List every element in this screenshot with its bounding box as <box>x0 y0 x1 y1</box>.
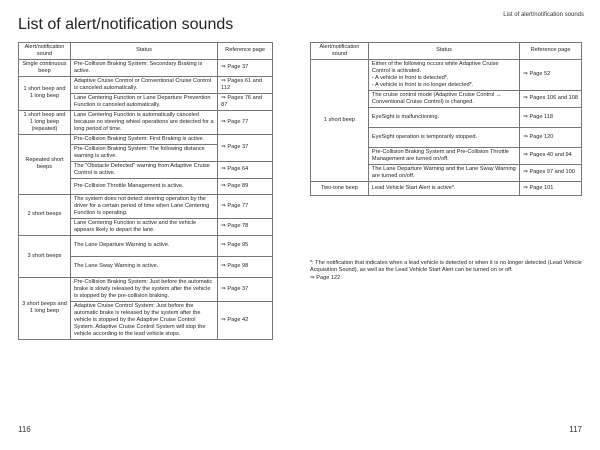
sound-cell: 3 short beeps and 1 long beep <box>19 277 71 339</box>
page-title: List of alert/notification sounds <box>18 16 234 33</box>
status-cell: Pre-Collision Braking System: Just before the automatic brake is slowly released by the system after the vehicle is stopped by the pre-collision braking. <box>70 277 217 301</box>
footnote-text: *: The notification that indicates when a lead vehicle is detected or when it is no longer detected (Lead Vehicle Acquisition Sound), as well as the Lead Vehicle Start Alert can be turned on or off. <box>310 260 582 274</box>
sound-cell: 1 short beep and 1 long beep (repeated) <box>19 110 71 134</box>
table-row <box>19 235 273 256</box>
status-cell: Pre-Collision Braking System: First Braking is active. <box>70 134 217 144</box>
table-header-row <box>311 43 582 60</box>
table-row <box>311 59 582 90</box>
ref-cell: ⇒ Page 101 <box>520 181 582 195</box>
table-row <box>19 110 273 134</box>
col-sound-header: Alert/notification sound <box>311 43 369 60</box>
table-row <box>19 76 273 93</box>
status-cell: EyeSight operation is temporarily stopped. <box>368 127 519 147</box>
table-row <box>19 134 273 144</box>
status-cell: EyeSight is malfunctioning. <box>368 107 519 127</box>
left-sounds-table <box>18 42 273 340</box>
table-header-row <box>19 43 273 60</box>
status-cell: Lane Centering Function or Lane Departure Prevention Function is canceled automatically. <box>70 93 217 110</box>
ref-cell: ⇒ Page 95 <box>218 235 273 256</box>
table-row <box>19 59 273 76</box>
ref-cell: ⇒ Page 77 <box>218 110 273 134</box>
ref-cell: ⇒ Page 42 <box>218 301 273 339</box>
status-item: - A vehicle in front is no longer detected*. <box>371 81 474 88</box>
status-cell <box>368 59 519 90</box>
ref-cell: ⇒ Page 118 <box>520 107 582 127</box>
status-cell: The cruise control mode (Adaptive Cruise Control ↔ Conventional Cruise Control) is changed. <box>368 90 519 107</box>
ref-cell: ⇒ Page 64 <box>218 161 273 178</box>
sound-cell: Two-tone beep <box>311 181 369 195</box>
table-row <box>311 181 582 195</box>
ref-cell: ⇒ Page 37 <box>218 277 273 301</box>
status-cell: Pre-Collision Braking System: Secondary Braking is active. <box>70 59 217 76</box>
table-row <box>19 277 273 301</box>
ref-cell: ⇒ Pages 61 and 112 <box>218 76 273 93</box>
col-ref-header: Reference page <box>218 43 273 60</box>
status-cell: Pre-Collision Braking System and Pre-Collision Throttle Management are turned on/off. <box>368 147 519 164</box>
status-cell: Lead Vehicle Start Alert is active*. <box>368 181 519 195</box>
ref-cell: ⇒ Pages 97 and 100 <box>520 164 582 181</box>
status-cell: Lane Centering Function is active and the vehicle appears likely to depart the lane. <box>70 218 217 235</box>
ref-cell: ⇒ Page 89 <box>218 178 273 194</box>
ref-cell: ⇒ Page 77 <box>218 194 273 218</box>
status-cell: Pre-Collision Throttle Management is active. <box>70 178 217 194</box>
sound-cell: Single continuous beep <box>19 59 71 76</box>
ref-cell: ⇒ Page 37 <box>218 134 273 161</box>
page-number-right: 117 <box>569 425 582 434</box>
right-sounds-table <box>310 42 582 196</box>
sound-cell: 3 short beeps <box>19 235 71 277</box>
status-main: Either of the following occurs while Adaptive Cruise Control is activated. <box>371 60 499 74</box>
header-right: List of alert/notification sounds <box>503 12 584 18</box>
col-status-header: Status <box>70 43 217 60</box>
footnote <box>310 260 588 282</box>
status-cell: The Lane Departure Warning and the Lane Sway Warning are turned on/off. <box>368 164 519 181</box>
status-item: - A vehicle in front is detected*. <box>371 74 449 81</box>
table-row <box>19 194 273 218</box>
ref-cell: ⇒ Page 120 <box>520 127 582 147</box>
page-number-left: 116 <box>18 425 31 434</box>
status-cell: The Lane Departure Warning is active. <box>70 235 217 256</box>
status-cell: Adaptive Cruise Control or Conventional Cruise Control is canceled automatically. <box>70 76 217 93</box>
ref-cell: ⇒ Page 98 <box>218 256 273 277</box>
ref-cell: ⇒ Pages 106 and 108 <box>520 90 582 107</box>
ref-cell: ⇒ Pages 76 and 87 <box>218 93 273 110</box>
col-ref-header: Reference page <box>520 43 582 60</box>
status-cell: Pre-Collision Braking System: The following distance warning is active. <box>70 144 217 161</box>
status-cell: The system does not detect steering operation by the driver for a certain period of time when Lane Centering Function is operating. <box>70 194 217 218</box>
sound-cell: Repeated short beeps <box>19 134 71 194</box>
footnote-ref: ⇒ Page 122 <box>310 275 588 282</box>
col-status-header: Status <box>368 43 519 60</box>
status-cell: The Lane Sway Warning is active. <box>70 256 217 277</box>
status-cell: Adaptive Cruise Control System: Just before the automatic brake is released by the system after the vehicle is stopped by the Adaptive Cruise Control System. Adaptive Cruise Control System will stop the vehicle according to the lead vehicle stops. <box>70 301 217 339</box>
col-sound-header: Alert/notification sound <box>19 43 71 60</box>
sound-cell: 2 short beeps <box>19 194 71 235</box>
sound-cell: 1 short beep <box>311 59 369 181</box>
ref-cell: ⇒ Page 52 <box>520 59 582 90</box>
ref-cell: ⇒ Page 78 <box>218 218 273 235</box>
ref-cell: ⇒ Page 37 <box>218 59 273 76</box>
sound-cell: 1 short beep and 1 long beep <box>19 76 71 110</box>
status-cell: The "Obstacle Detected" warning from Adaptive Cruise Control is active. <box>70 161 217 178</box>
status-cell: Lane Centering Function is automatically canceled because no steering wheel operations are detected for a long period of time. <box>70 110 217 134</box>
ref-cell: ⇒ Pages 40 and 94 <box>520 147 582 164</box>
